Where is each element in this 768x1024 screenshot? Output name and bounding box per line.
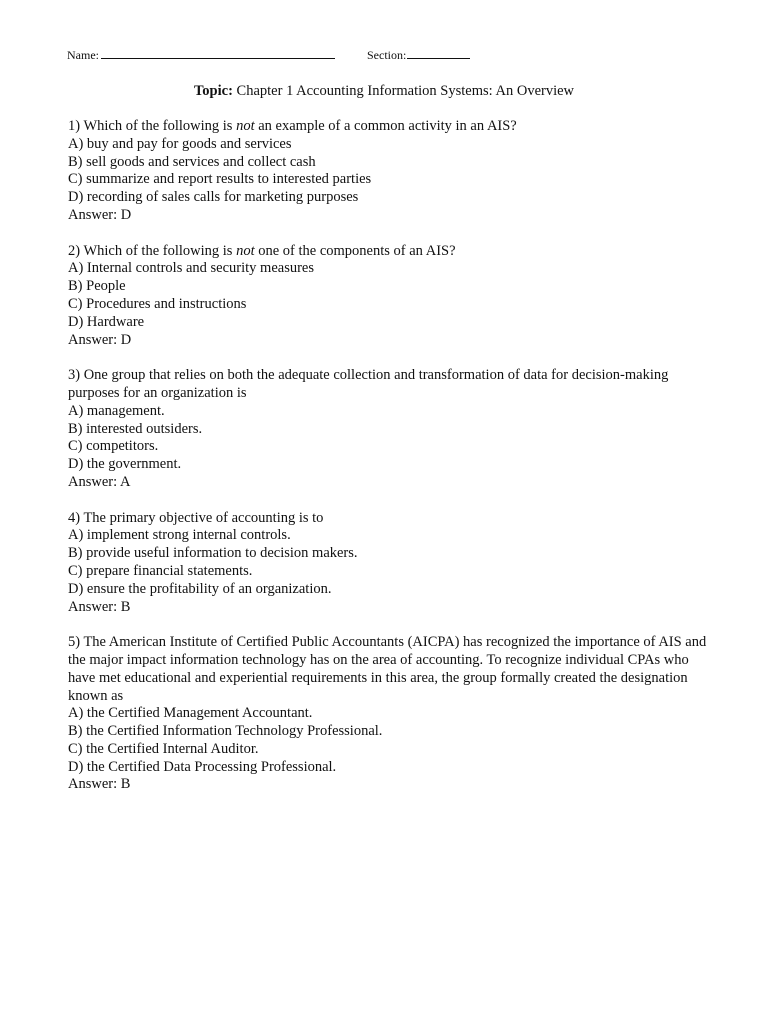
answer-option: D) ensure the profitability of an organization. (68, 580, 332, 597)
question-stem: 3) One group that relies on both the adequate collection and transformation of data for decision-making purposes for an organization is (68, 367, 669, 401)
answer-option: C) the Certified Internal Auditor. (68, 740, 259, 757)
stem-text: 2) Which of the following is (68, 242, 237, 259)
question-stem: 5) The American Institute of Certified Public Accountants (AICPA) has recognized the importance of AIS and the major impact information technology has on the area of accounting. To recognize individual CPAs who have met educational and experiential requirements in this area, the group formally created the designation known as (68, 634, 707, 704)
answer-option: B) the Certified Information Technology Professional. (68, 723, 383, 740)
answer-option: B) provide useful information to decision makers. (68, 545, 358, 562)
question-5 (68, 634, 708, 794)
section-field (367, 47, 470, 63)
question-4 (68, 510, 708, 617)
question-2 (68, 243, 708, 350)
answer-option: A) Internal controls and security measures (68, 260, 315, 277)
answer-option: C) competitors. (68, 438, 159, 455)
answer-key: Answer: B (68, 598, 131, 615)
stem-emphasis: not (236, 118, 255, 134)
stem-text: one of the components of an AIS? (254, 242, 456, 259)
question-list (68, 118, 708, 812)
question-3 (68, 367, 708, 492)
topic-label: Topic: (193, 83, 233, 99)
answer-option: C) summarize and report results to interested parties (68, 171, 372, 188)
answer-option: B) sell goods and services and collect cash (68, 153, 316, 170)
answer-option: A) management. (68, 402, 165, 419)
answer-option: A) implement strong internal controls. (68, 527, 291, 544)
answer-option: A) the Certified Management Accountant. (68, 705, 313, 722)
answer-option: B) interested outsiders. (68, 420, 203, 437)
stem-text: 1) Which of the following is (68, 118, 237, 134)
answer-key: Answer: D (68, 331, 132, 348)
stem-emphasis: not (236, 242, 255, 259)
student-header (67, 47, 707, 67)
stem-text: an example of a common activity in an AIS? (254, 118, 517, 134)
question-stem (68, 118, 708, 136)
answer-option: C) Procedures and instructions (68, 295, 247, 312)
answer-option: D) the Certified Data Processing Professional. (68, 758, 337, 775)
topic-text: Chapter 1 Accounting Information Systems: An Overview (236, 83, 575, 99)
answer-option: B) People (68, 278, 126, 295)
section-blank-line (407, 47, 470, 59)
answer-key: Answer: D (68, 206, 132, 223)
name-field (67, 47, 335, 63)
name-label: Name: (67, 48, 99, 62)
question-stem (68, 243, 708, 261)
answer-option: A) buy and pay for goods and services (68, 135, 292, 152)
answer-key: Answer: A (68, 473, 131, 490)
answer-key: Answer: B (68, 776, 131, 793)
answer-option: D) recording of sales calls for marketing purposes (68, 189, 359, 206)
question-1 (68, 118, 708, 225)
question-stem: 4) The primary objective of accounting is to (68, 509, 324, 526)
answer-option: D) the government. (68, 456, 182, 473)
answer-option: D) Hardware (68, 313, 145, 330)
topic-heading (0, 82, 768, 100)
answer-option: C) prepare financial statements. (68, 562, 253, 579)
section-label: Section: (367, 48, 407, 62)
name-blank-line (101, 47, 335, 59)
